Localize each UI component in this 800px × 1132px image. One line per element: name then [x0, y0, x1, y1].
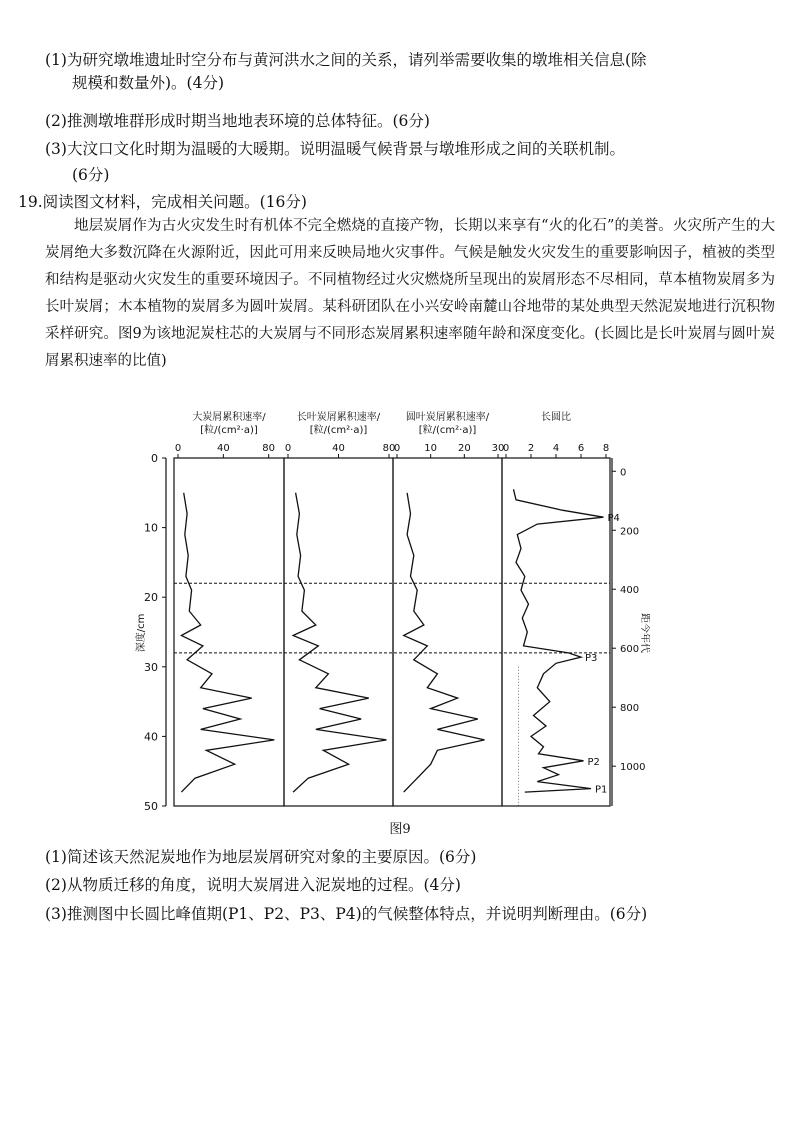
panel-unit-1: [粒/(cm²·a)]	[200, 425, 258, 436]
q19-passage	[45, 213, 775, 375]
panel-tick-label: 8	[602, 443, 610, 454]
series-line-2	[293, 493, 386, 792]
panel-unit-3: [粒/(cm²·a)]	[418, 425, 477, 436]
age-tick-label: 200	[620, 526, 640, 538]
series-line-4	[514, 489, 604, 792]
depth-tick-label: 50	[144, 800, 158, 813]
q18-sub3-line1: (3)大汶口文化时期为温暖的大暖期。说明温暖气候背景与墩堆形成之间的关联机制。	[45, 140, 625, 158]
panel-title-4: 长圆比	[541, 412, 571, 423]
age-tick-label: 600	[620, 644, 640, 656]
panel-tick-label: 30	[491, 443, 505, 454]
panel-title-2: 长叶炭屑累积速率/	[296, 412, 381, 423]
panel-tick-label: 80	[262, 443, 276, 454]
depth-tick-label: 40	[144, 730, 158, 744]
panel-tick-label: 0	[502, 443, 510, 454]
age-tick-label: 0	[620, 467, 627, 479]
age-tick-label: 1000	[620, 762, 646, 774]
q18-sub2: (2)推测墩堆群形成时期当地地表环境的总体特征。(6分)	[45, 112, 430, 130]
panel-tick-label: 20	[457, 443, 471, 454]
panel-tick-label: 0	[284, 443, 292, 454]
peak-label-p2: P2	[587, 756, 600, 768]
panel-tick-label: 80	[382, 443, 396, 454]
age-tick-label: 800	[620, 703, 640, 715]
depth-tick-label: 10	[144, 521, 158, 535]
q18-sub3-line2: (6分)	[72, 166, 110, 184]
depth-tick-label: 30	[144, 660, 158, 674]
panel-tick-label: 10	[424, 443, 438, 454]
depth-axis-label: 深度/cm	[136, 613, 147, 653]
q19-passage-text: 地层炭屑作为古火灾发生时有机体不完全燃烧的直接产物，长期以来享有“火的化石”的美誉。火灾所产生的大炭屑绝大多数沉降在火源附近，因此可用来反映局地火灾事件。气候是触发火灾发生的重要影响因子，植被的类型和结构是驱动火灾发生的重要环境因子。不同植物经过火灾燃烧所呈现出的炭屑形态不尽相同，草本植物炭屑多为长叶炭屑；木本植物的炭屑多为圆叶炭屑。某科研团队在小兴安岭南麓山谷地带的某处典型天然泥炭地进行沉积物采样研究。图9为该地泥炭柱芯的大炭屑与不同形态炭屑累积速率随年龄和深度变化。(长圆比是长叶炭屑与圆叶炭屑累积速率的比值)	[45, 218, 775, 369]
panel-tick-label: 6	[577, 443, 585, 454]
q19-sub1: (1)简述该天然泥炭地作为地层炭屑研究对象的主要原因。(6分)	[45, 848, 477, 866]
peak-label-p1: P1	[595, 784, 608, 796]
panel-tick-label: 0	[174, 443, 182, 454]
panel-unit-2: [粒/(cm²·a)]	[309, 425, 368, 436]
panel-tick-label: 40	[216, 443, 230, 454]
panel-tick-label: 40	[332, 443, 345, 454]
peak-label-p4: P4	[607, 513, 620, 525]
peak-label-p3: P3	[585, 653, 598, 665]
q19-title: 19.阅读图文材料，完成相关问题。(16分)	[18, 193, 307, 211]
panel-tick-label: 0	[393, 443, 401, 454]
panel-title-1: 大炭屑累积速率/	[192, 412, 266, 423]
figure-caption: 图9	[389, 822, 411, 837]
q19-sub2: (2)从物质迁移的角度，说明大炭屑进入泥炭地的过程。(4分)	[45, 876, 461, 894]
q18-sub1-line2: 规模和数量外)。(4分)	[72, 74, 225, 92]
panel-frame-1	[174, 458, 284, 806]
age-tick-label: 400	[620, 585, 640, 597]
depth-tick-label: 0	[151, 452, 158, 465]
series-line-3	[404, 493, 485, 792]
panel-tick-label: 4	[552, 443, 560, 454]
q19-sub3: (3)推测图中长圆比峰值期(P1、P2、P3、P4)的气候整体特点，并说明判断理由。(6分)	[45, 905, 648, 923]
q18-sub1-line1: (1)为研究墩堆遗址时空分布与黄河洪水之间的关系，请列举需要收集的墩堆相关信息(除	[45, 51, 647, 69]
figure-9-chart	[130, 408, 650, 813]
series-line-1	[181, 493, 274, 792]
depth-tick-label: 20	[144, 591, 158, 605]
age-axis-label: 距今年代	[639, 613, 650, 653]
panel-title-3: 圆叶炭屑累积速率/	[405, 412, 490, 423]
panel-tick-label: 2	[527, 443, 535, 454]
